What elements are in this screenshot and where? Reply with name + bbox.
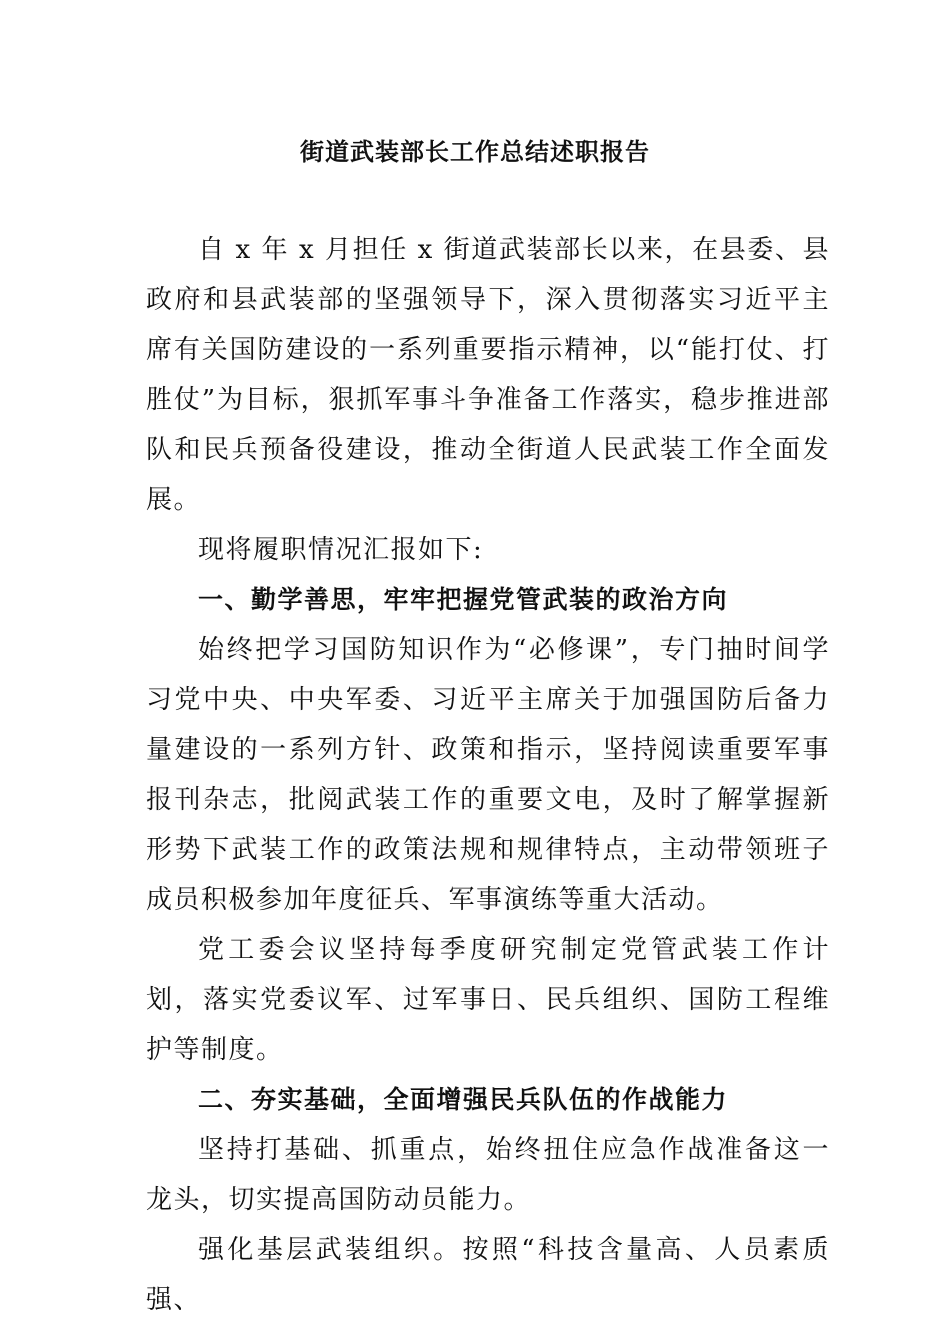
paragraph-foundation: 坚持打基础、抓重点，始终扭住应急作战准备这一龙头，切实提高国防动员能力。: [146, 1135, 830, 1215]
document-body: [146, 225, 830, 1325]
paragraph-party-committee: 党工委会议坚持每季度研究制定党管武装工作计划，落实党委议军、过军事日、民兵组织、国防工程维护等制度。: [146, 935, 830, 1065]
section-heading-1: 一、勤学善思，牢牢把握党管武装的政治方向: [198, 585, 729, 614]
paragraph-study: 始终把学习国防知识作为“必修课”，专门抽时间学习党中央、中央军委、习近平主席关于加强国防后备力量建设的一系列方针、政策和指示，坚持阅读重要军事报刊杂志，批阅武装工作的重要文电，及时了解掌握新形势下武装工作的政策法规和规律特点，主动带领班子成员积极参加年度征兵、军事演练等重大活动。: [146, 635, 830, 915]
section-heading-2: 二、夯实基础，全面增强民兵队伍的作战能力: [198, 1085, 729, 1114]
paragraph-grassroots: 强化基层武装组织。按照“科技含量高、人员素质强、: [146, 1235, 830, 1315]
paragraph-intro: 自 x 年 x 月担任 x 街道武装部长以来，在县委、县政府和县武装部的坚强领导下，深入贯彻落实习近平主席有关国防建设的一系列重要指示精神，以“能打仗、打胜仗”为目标，狠抓军事斗争准备工作落实，稳步推进部队和民兵预备役建设，推动全街道人民武装工作全面发展。: [146, 235, 830, 515]
paragraph-report-lead: 现将履职情况汇报如下:: [198, 535, 484, 565]
document-title: 街道武装部长工作总结述职报告: [300, 138, 650, 166]
